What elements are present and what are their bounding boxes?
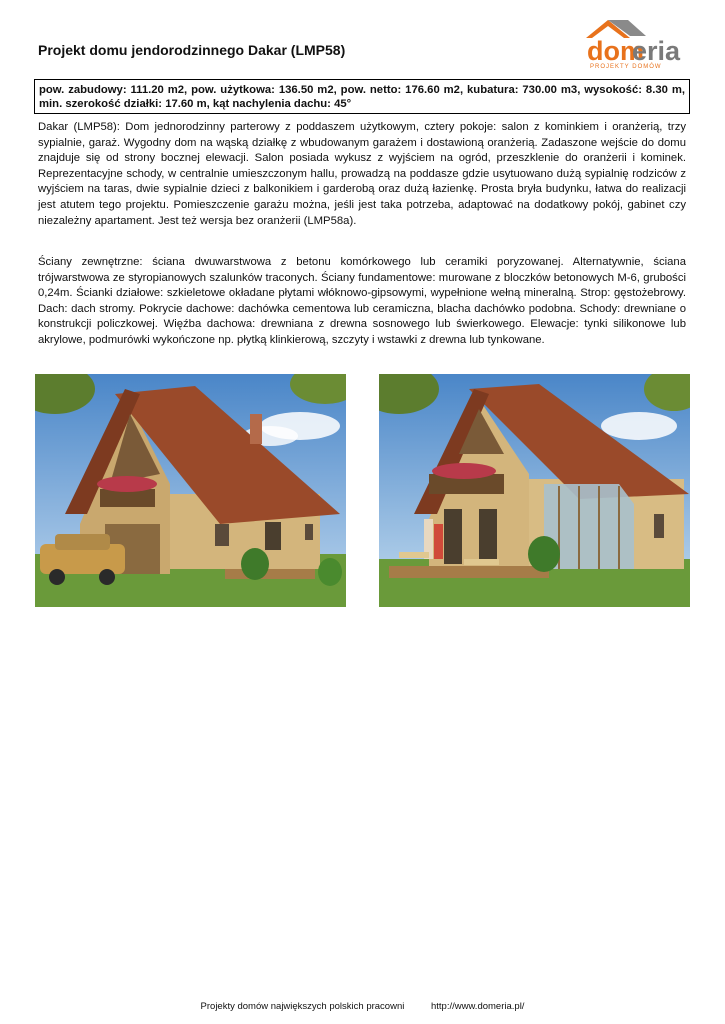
domeria-logo[interactable]	[584, 16, 692, 72]
construction-paragraph: Ściany zewnętrzne: ściana dwuwarstwowa z betonu komórkowego lub ceramiki poryzowanej. Alternatywnie, ściana trójwarstwowa ze styropianowych szalunków traconych. Ściany fundamentowe: murowane z bloczków betonowych M-6, grubości 0,24m. Ścianki działowe: szkieletowe okładane płytami włóknowo-gipsowymi, wypełnione wełną mineralną. Strop: gęstożebrowy. Dach: dach stromy. Pokrycie dachowe: dachówka cementowa lub ceramiczna, blacha dachówko podobna. Schody: drewniane o konstrukcji policzkowej. Więźba dachowa: drewniana z drewna sosnowego lub świerkowego. Elewacje: tynki silikonowe lub akrylowe, podmurówki wykończone np. płytką klinkierową, szczyty i wstawki z drewna lub tynkowane.	[38, 256, 686, 346]
domeria-logo-graphic	[584, 16, 692, 72]
footer-url-link[interactable]: http://www.domeria.pl/	[430, 1001, 525, 1012]
description-paragraph: Dakar (LMP58): Dom jednorodzinny parterowy z poddaszem użytkowym, cztery pokoje: salon z kominkiem i oranżerią, trzy sypialnie, garaż. Wygodny dom na wąską działkę z wbudowanym garażem i dostawioną oranżerią. Zadaszone wejście do domu znajduje się od strony bocznej elewacji. Salon posiada wykusz z wyjściem na ogród, przeszklenie do oranżerii i kominek. Reprezentacyjne schody, w centralnie umieszczonym hallu, prowadzą na poddasze gdzie usytuowano dużą sypialnię rodziców z wyjściem na taras, dwie sypialnie dzieci z balkonikiem i garderobą oraz dużą łazienkę. Prosta bryła budynku, łatwa do realizacji jest atutem tego projektu. Pomieszczenie garażu można, jeśli jest taka potrzeba, adaptować na dodatkowy pokój, gabinet czy niezależny apartament. Jest też wersja bez oranżerii (LMP58a).	[38, 121, 686, 227]
footer-tagline: Projekty domów największych polskich pracowni	[200, 1001, 405, 1012]
house-render-garden	[379, 374, 690, 607]
page-title: Projekt domu jendorodzinnego Dakar (LMP58)	[38, 42, 346, 58]
logo-tagline: PROJEKTY DOMÓW	[590, 64, 662, 70]
house-render-front	[35, 374, 346, 607]
specs-box: pow. zabudowy: 111.20 m2, pow. użytkowa: 136.50 m2, pow. netto: 176.60 m2, kubatura: 730.00 m3, wysokość: 8.30 m, min. szerokość działki: 17.60 m, kąt nachylenia dachu: 45°	[34, 79, 690, 114]
logo-text-eria: eria	[632, 36, 681, 66]
footer	[0, 1001, 725, 1012]
logo-text-dom: dom	[587, 36, 644, 66]
